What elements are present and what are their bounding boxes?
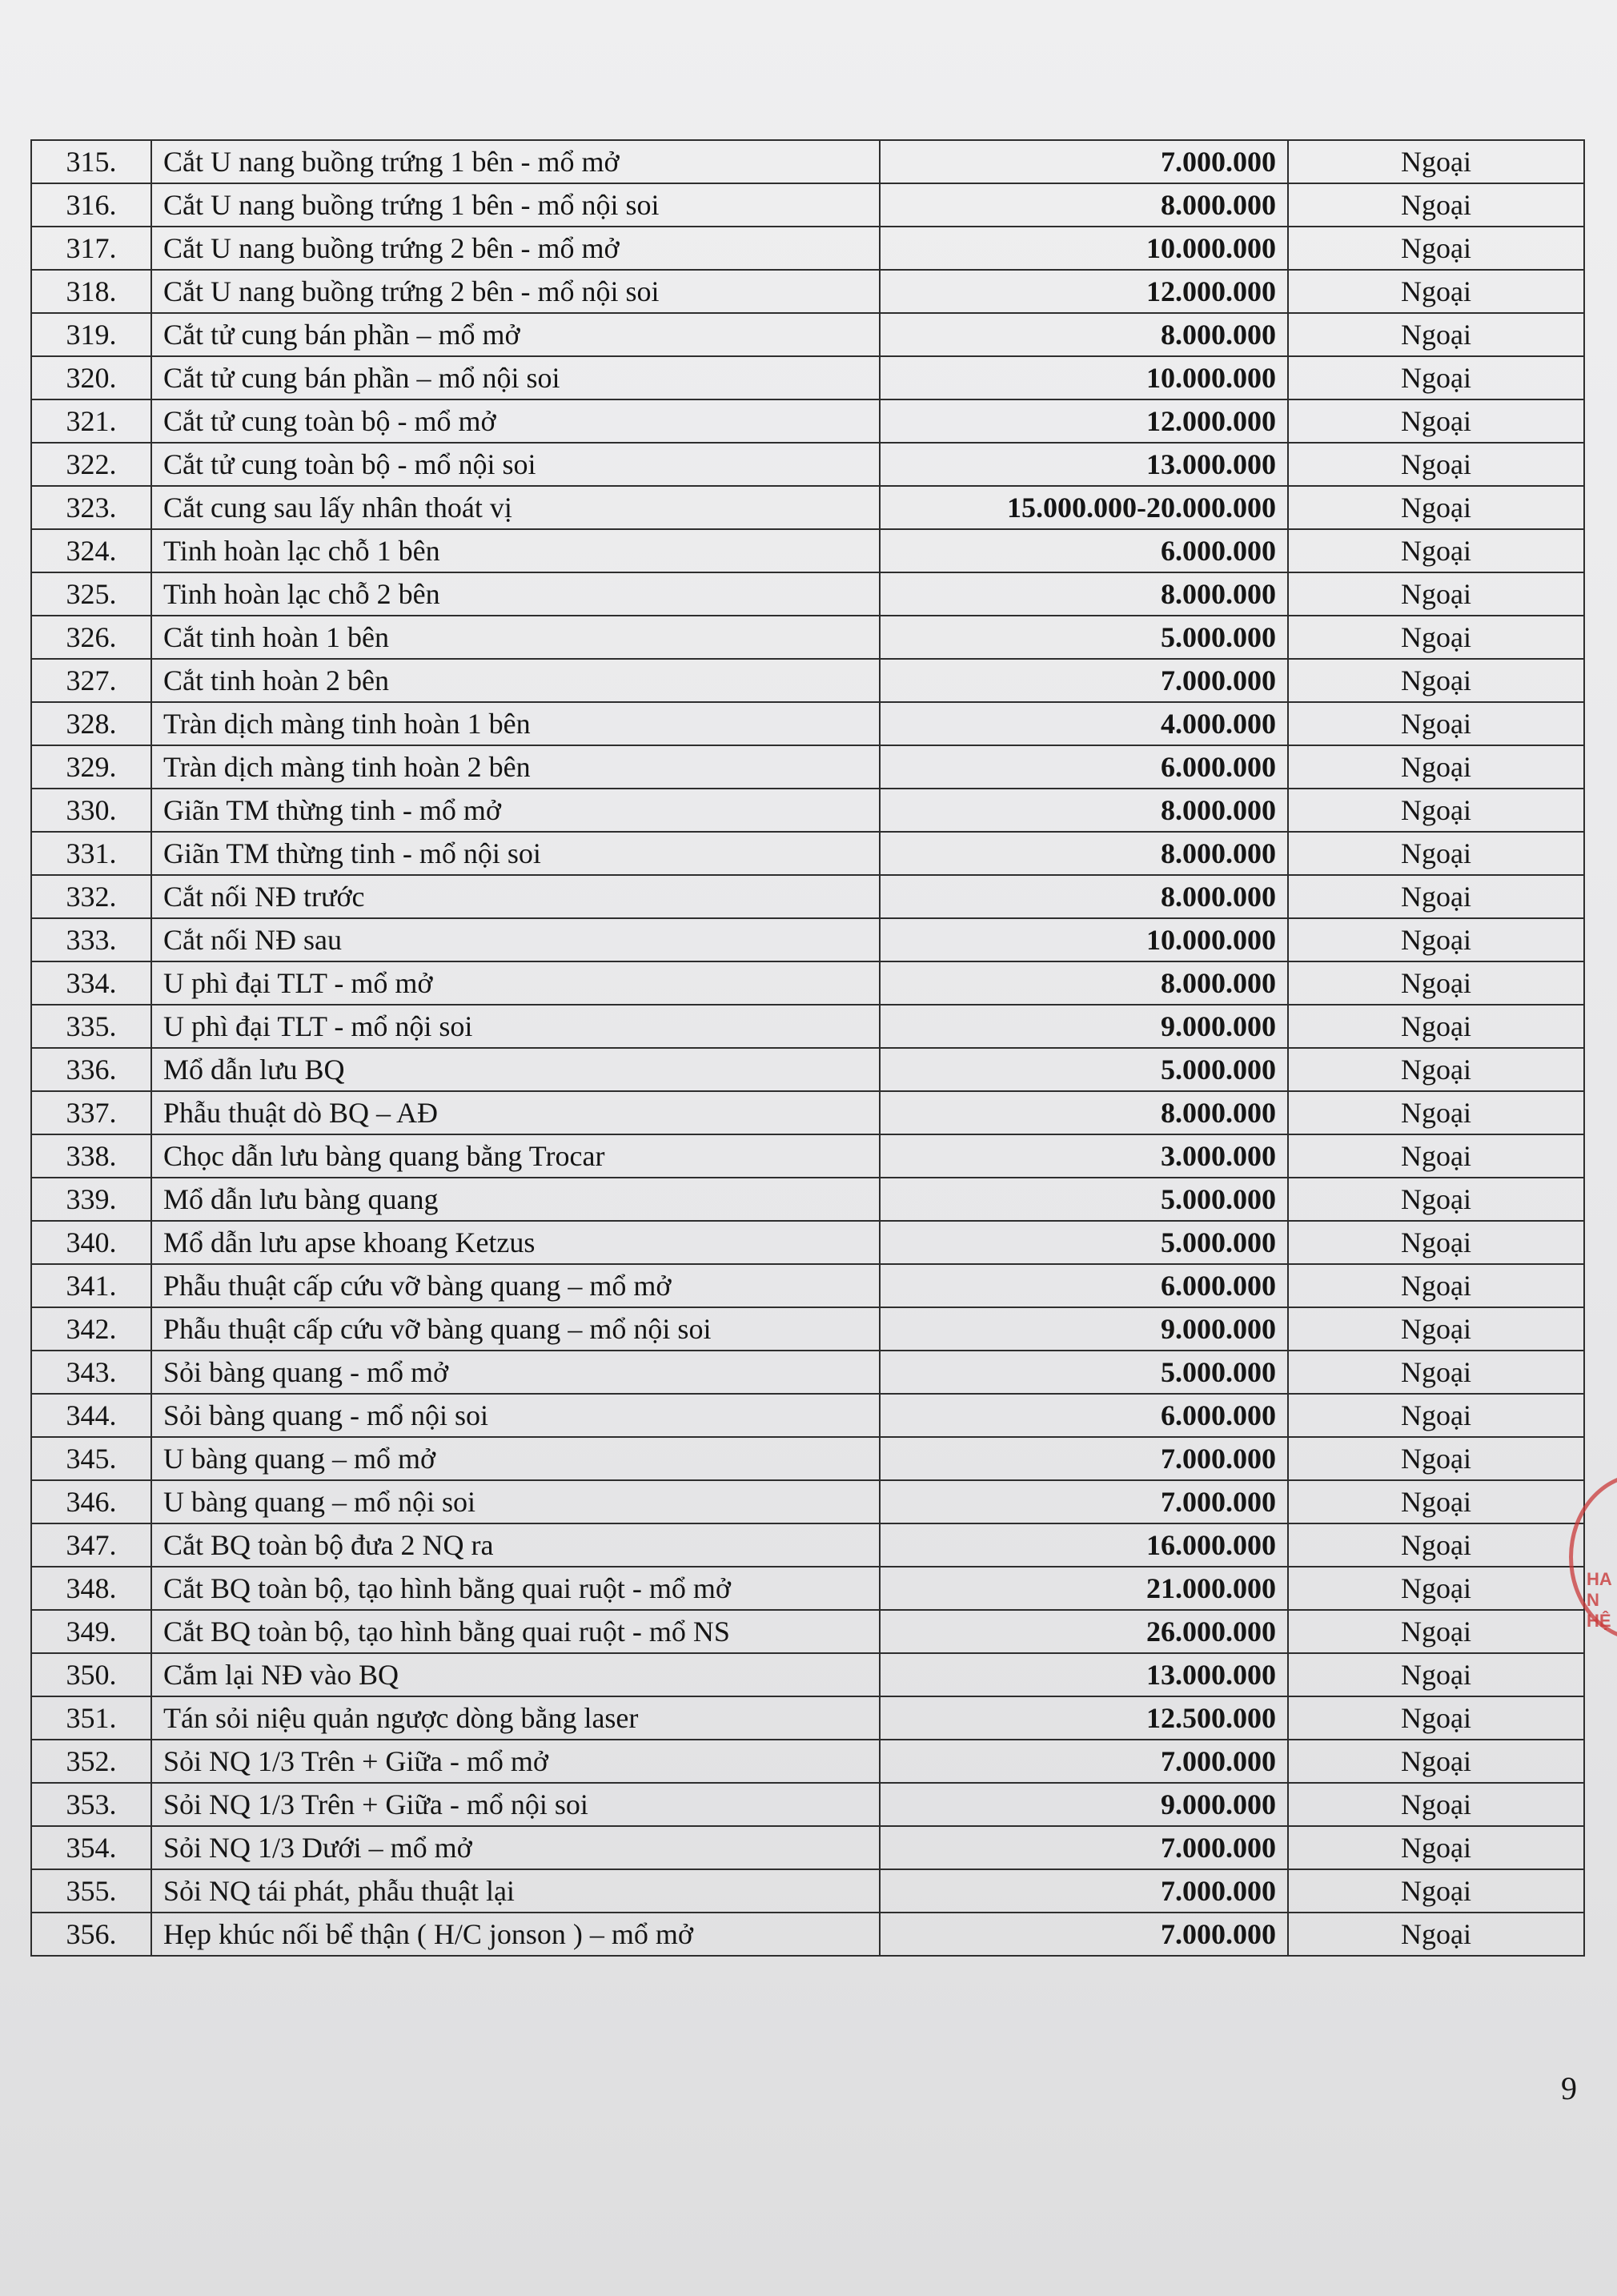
price-cell: 9.000.000 bbox=[880, 1307, 1288, 1351]
procedure-name: Phẫu thuật dò BQ – AĐ bbox=[151, 1091, 880, 1134]
department-cell: Ngoại bbox=[1288, 1740, 1584, 1783]
row-number: 318. bbox=[31, 270, 151, 313]
table-row bbox=[31, 356, 1584, 399]
price-cell: 26.000.000 bbox=[880, 1610, 1288, 1653]
price-cell: 5.000.000 bbox=[880, 616, 1288, 659]
price-cell: 13.000.000 bbox=[880, 1653, 1288, 1696]
table-row bbox=[31, 1091, 1584, 1134]
table-row bbox=[31, 1048, 1584, 1091]
procedure-name: Sỏi bàng quang - mổ nội soi bbox=[151, 1394, 880, 1437]
official-stamp-text: HA N HỆ bbox=[1587, 1569, 1612, 1631]
table-row bbox=[31, 140, 1584, 183]
price-cell: 5.000.000 bbox=[880, 1178, 1288, 1221]
row-number: 354. bbox=[31, 1826, 151, 1869]
department-cell: Ngoại bbox=[1288, 1610, 1584, 1653]
procedure-name: Cắt tử cung bán phần – mổ mở bbox=[151, 313, 880, 356]
row-number: 315. bbox=[31, 140, 151, 183]
row-number: 321. bbox=[31, 399, 151, 443]
procedure-name: Chọc dẫn lưu bàng quang bằng Trocar bbox=[151, 1134, 880, 1178]
department-cell: Ngoại bbox=[1288, 529, 1584, 572]
row-number: 353. bbox=[31, 1783, 151, 1826]
price-cell: 10.000.000 bbox=[880, 356, 1288, 399]
department-cell: Ngoại bbox=[1288, 702, 1584, 745]
row-number: 340. bbox=[31, 1221, 151, 1264]
department-cell: Ngoại bbox=[1288, 1307, 1584, 1351]
table-row bbox=[31, 789, 1584, 832]
department-cell: Ngoại bbox=[1288, 140, 1584, 183]
department-cell: Ngoại bbox=[1288, 1264, 1584, 1307]
table-row bbox=[31, 183, 1584, 227]
row-number: 330. bbox=[31, 789, 151, 832]
table-row bbox=[31, 1913, 1584, 1956]
procedure-name: Cắt tinh hoàn 1 bên bbox=[151, 616, 880, 659]
procedure-name: Cắt BQ toàn bộ, tạo hình bằng quai ruột - mổ mở bbox=[151, 1567, 880, 1610]
row-number: 328. bbox=[31, 702, 151, 745]
department-cell: Ngoại bbox=[1288, 1437, 1584, 1480]
table-row bbox=[31, 1653, 1584, 1696]
department-cell: Ngoại bbox=[1288, 1869, 1584, 1913]
procedure-name: Sỏi NQ 1/3 Trên + Giữa - mổ mở bbox=[151, 1740, 880, 1783]
procedure-name: Cắm lại NĐ vào BQ bbox=[151, 1653, 880, 1696]
page-number: 9 bbox=[1561, 2070, 1577, 2106]
row-number: 350. bbox=[31, 1653, 151, 1696]
table-row bbox=[31, 702, 1584, 745]
row-number: 351. bbox=[31, 1696, 151, 1740]
procedure-name: Cắt tinh hoàn 2 bên bbox=[151, 659, 880, 702]
row-number: 344. bbox=[31, 1394, 151, 1437]
table-row bbox=[31, 1610, 1584, 1653]
procedure-name: Cắt BQ toàn bộ, tạo hình bằng quai ruột - mổ NS bbox=[151, 1610, 880, 1653]
table-row bbox=[31, 270, 1584, 313]
table-row bbox=[31, 745, 1584, 789]
price-cell: 8.000.000 bbox=[880, 875, 1288, 918]
price-cell: 12.500.000 bbox=[880, 1696, 1288, 1740]
procedure-name: Cắt U nang buồng trứng 1 bên - mổ nội soi bbox=[151, 183, 880, 227]
department-cell: Ngoại bbox=[1288, 1091, 1584, 1134]
procedure-name: U phì đại TLT - mổ nội soi bbox=[151, 1005, 880, 1048]
department-cell: Ngoại bbox=[1288, 789, 1584, 832]
table-row bbox=[31, 1221, 1584, 1264]
procedure-name: Giãn TM thừng tinh - mổ nội soi bbox=[151, 832, 880, 875]
row-number: 324. bbox=[31, 529, 151, 572]
row-number: 327. bbox=[31, 659, 151, 702]
price-cell: 3.000.000 bbox=[880, 1134, 1288, 1178]
procedure-name: Cắt tử cung toàn bộ - mổ nội soi bbox=[151, 443, 880, 486]
price-cell: 6.000.000 bbox=[880, 1394, 1288, 1437]
price-cell: 6.000.000 bbox=[880, 529, 1288, 572]
row-number: 331. bbox=[31, 832, 151, 875]
price-cell: 7.000.000 bbox=[880, 1869, 1288, 1913]
table-row bbox=[31, 486, 1584, 529]
price-cell: 13.000.000 bbox=[880, 443, 1288, 486]
department-cell: Ngoại bbox=[1288, 1653, 1584, 1696]
procedure-name: Cắt tử cung toàn bộ - mổ mở bbox=[151, 399, 880, 443]
department-cell: Ngoại bbox=[1288, 313, 1584, 356]
procedure-name: Cắt U nang buồng trứng 2 bên - mổ mở bbox=[151, 227, 880, 270]
row-number: 323. bbox=[31, 486, 151, 529]
price-cell: 9.000.000 bbox=[880, 1005, 1288, 1048]
price-cell: 15.000.000-20.000.000 bbox=[880, 486, 1288, 529]
row-number: 345. bbox=[31, 1437, 151, 1480]
table-row bbox=[31, 399, 1584, 443]
procedure-name: Cắt U nang buồng trứng 2 bên - mổ nội soi bbox=[151, 270, 880, 313]
table-row bbox=[31, 1567, 1584, 1610]
row-number: 333. bbox=[31, 918, 151, 961]
price-cell: 5.000.000 bbox=[880, 1351, 1288, 1394]
price-cell: 6.000.000 bbox=[880, 1264, 1288, 1307]
procedure-name: Sỏi bàng quang - mổ mở bbox=[151, 1351, 880, 1394]
row-number: 322. bbox=[31, 443, 151, 486]
price-cell: 8.000.000 bbox=[880, 961, 1288, 1005]
department-cell: Ngoại bbox=[1288, 1913, 1584, 1956]
table-row bbox=[31, 1740, 1584, 1783]
table-row bbox=[31, 1869, 1584, 1913]
row-number: 349. bbox=[31, 1610, 151, 1653]
row-number: 316. bbox=[31, 183, 151, 227]
row-number: 332. bbox=[31, 875, 151, 918]
table-row bbox=[31, 1005, 1584, 1048]
department-cell: Ngoại bbox=[1288, 659, 1584, 702]
procedure-name: Giãn TM thừng tinh - mổ mở bbox=[151, 789, 880, 832]
table-row bbox=[31, 313, 1584, 356]
price-cell: 8.000.000 bbox=[880, 1091, 1288, 1134]
procedure-name: Sỏi NQ tái phát, phẫu thuật lại bbox=[151, 1869, 880, 1913]
procedure-name: Hẹp khúc nối bể thận ( H/C jonson ) – mổ mở bbox=[151, 1913, 880, 1956]
row-number: 338. bbox=[31, 1134, 151, 1178]
procedure-name: Mổ dẫn lưu apse khoang Ketzus bbox=[151, 1221, 880, 1264]
row-number: 319. bbox=[31, 313, 151, 356]
row-number: 336. bbox=[31, 1048, 151, 1091]
department-cell: Ngoại bbox=[1288, 961, 1584, 1005]
price-cell: 10.000.000 bbox=[880, 227, 1288, 270]
row-number: 342. bbox=[31, 1307, 151, 1351]
table-row bbox=[31, 832, 1584, 875]
price-cell: 8.000.000 bbox=[880, 313, 1288, 356]
department-cell: Ngoại bbox=[1288, 832, 1584, 875]
department-cell: Ngoại bbox=[1288, 616, 1584, 659]
price-cell: 7.000.000 bbox=[880, 1913, 1288, 1956]
table-row bbox=[31, 572, 1584, 616]
row-number: 317. bbox=[31, 227, 151, 270]
price-cell: 16.000.000 bbox=[880, 1523, 1288, 1567]
procedure-name: Phẫu thuật cấp cứu vỡ bàng quang – mổ nội soi bbox=[151, 1307, 880, 1351]
row-number: 337. bbox=[31, 1091, 151, 1134]
department-cell: Ngoại bbox=[1288, 486, 1584, 529]
table-row bbox=[31, 1134, 1584, 1178]
price-cell: 7.000.000 bbox=[880, 140, 1288, 183]
table-row bbox=[31, 961, 1584, 1005]
price-cell: 7.000.000 bbox=[880, 659, 1288, 702]
row-number: 356. bbox=[31, 1913, 151, 1956]
price-cell: 7.000.000 bbox=[880, 1480, 1288, 1523]
department-cell: Ngoại bbox=[1288, 572, 1584, 616]
procedure-name: Mổ dẫn lưu bàng quang bbox=[151, 1178, 880, 1221]
price-cell: 6.000.000 bbox=[880, 745, 1288, 789]
price-cell: 8.000.000 bbox=[880, 832, 1288, 875]
department-cell: Ngoại bbox=[1288, 1048, 1584, 1091]
department-cell: Ngoại bbox=[1288, 875, 1584, 918]
table-row bbox=[31, 1307, 1584, 1351]
department-cell: Ngoại bbox=[1288, 1178, 1584, 1221]
table-row bbox=[31, 1826, 1584, 1869]
row-number: 341. bbox=[31, 1264, 151, 1307]
procedure-name: Cắt cung sau lấy nhân thoát vị bbox=[151, 486, 880, 529]
table-row bbox=[31, 227, 1584, 270]
procedure-name: Sỏi NQ 1/3 Trên + Giữa - mổ nội soi bbox=[151, 1783, 880, 1826]
department-cell: Ngoại bbox=[1288, 1696, 1584, 1740]
department-cell: Ngoại bbox=[1288, 1826, 1584, 1869]
table-row bbox=[31, 1178, 1584, 1221]
row-number: 346. bbox=[31, 1480, 151, 1523]
row-number: 355. bbox=[31, 1869, 151, 1913]
price-cell: 7.000.000 bbox=[880, 1437, 1288, 1480]
department-cell: Ngoại bbox=[1288, 1221, 1584, 1264]
department-cell: Ngoại bbox=[1288, 918, 1584, 961]
procedure-name: Cắt U nang buồng trứng 1 bên - mổ mở bbox=[151, 140, 880, 183]
price-cell: 10.000.000 bbox=[880, 918, 1288, 961]
table-row bbox=[31, 1264, 1584, 1307]
table-row bbox=[31, 1394, 1584, 1437]
department-cell: Ngoại bbox=[1288, 183, 1584, 227]
row-number: 334. bbox=[31, 961, 151, 1005]
procedure-name: Phẫu thuật cấp cứu vỡ bàng quang – mổ mở bbox=[151, 1264, 880, 1307]
row-number: 326. bbox=[31, 616, 151, 659]
row-number: 325. bbox=[31, 572, 151, 616]
table-row bbox=[31, 1523, 1584, 1567]
row-number: 320. bbox=[31, 356, 151, 399]
price-cell: 8.000.000 bbox=[880, 572, 1288, 616]
price-cell: 12.000.000 bbox=[880, 399, 1288, 443]
procedure-name: Cắt tử cung bán phần – mổ nội soi bbox=[151, 356, 880, 399]
department-cell: Ngoại bbox=[1288, 745, 1584, 789]
price-cell: 5.000.000 bbox=[880, 1048, 1288, 1091]
procedure-name: Tràn dịch màng tinh hoàn 2 bên bbox=[151, 745, 880, 789]
table-row bbox=[31, 443, 1584, 486]
table-row bbox=[31, 1783, 1584, 1826]
table-row bbox=[31, 918, 1584, 961]
table-row bbox=[31, 529, 1584, 572]
procedure-name: Tinh hoàn lạc chỗ 1 bên bbox=[151, 529, 880, 572]
department-cell: Ngoại bbox=[1288, 1134, 1584, 1178]
row-number: 329. bbox=[31, 745, 151, 789]
department-cell: Ngoại bbox=[1288, 1567, 1584, 1610]
procedure-name: Tinh hoàn lạc chỗ 2 bên bbox=[151, 572, 880, 616]
procedure-name: Cắt nối NĐ sau bbox=[151, 918, 880, 961]
department-cell: Ngoại bbox=[1288, 356, 1584, 399]
procedure-name: Cắt nối NĐ trước bbox=[151, 875, 880, 918]
price-cell: 9.000.000 bbox=[880, 1783, 1288, 1826]
table-row bbox=[31, 1437, 1584, 1480]
price-cell: 12.000.000 bbox=[880, 270, 1288, 313]
price-table-body bbox=[31, 140, 1584, 1956]
department-cell: Ngoại bbox=[1288, 1523, 1584, 1567]
procedure-name: Tràn dịch màng tinh hoàn 1 bên bbox=[151, 702, 880, 745]
row-number: 339. bbox=[31, 1178, 151, 1221]
row-number: 348. bbox=[31, 1567, 151, 1610]
procedure-name: Mổ dẫn lưu BQ bbox=[151, 1048, 880, 1091]
row-number: 352. bbox=[31, 1740, 151, 1783]
table-row bbox=[31, 1696, 1584, 1740]
department-cell: Ngoại bbox=[1288, 1783, 1584, 1826]
procedure-name: Tán sỏi niệu quản ngược dòng bằng laser bbox=[151, 1696, 880, 1740]
department-cell: Ngoại bbox=[1288, 270, 1584, 313]
table-row bbox=[31, 875, 1584, 918]
table-row bbox=[31, 616, 1584, 659]
price-cell: 8.000.000 bbox=[880, 183, 1288, 227]
department-cell: Ngoại bbox=[1288, 227, 1584, 270]
department-cell: Ngoại bbox=[1288, 1394, 1584, 1437]
price-table bbox=[30, 139, 1585, 1957]
row-number: 343. bbox=[31, 1351, 151, 1394]
procedure-name: Cắt BQ toàn bộ đưa 2 NQ ra bbox=[151, 1523, 880, 1567]
price-cell: 7.000.000 bbox=[880, 1826, 1288, 1869]
department-cell: Ngoại bbox=[1288, 1005, 1584, 1048]
price-cell: 21.000.000 bbox=[880, 1567, 1288, 1610]
department-cell: Ngoại bbox=[1288, 1480, 1584, 1523]
row-number: 347. bbox=[31, 1523, 151, 1567]
price-cell: 7.000.000 bbox=[880, 1740, 1288, 1783]
procedure-name: Sỏi NQ 1/3 Dưới – mổ mở bbox=[151, 1826, 880, 1869]
row-number: 335. bbox=[31, 1005, 151, 1048]
department-cell: Ngoại bbox=[1288, 1351, 1584, 1394]
table-row bbox=[31, 1480, 1584, 1523]
procedure-name: U bàng quang – mổ nội soi bbox=[151, 1480, 880, 1523]
procedure-name: U phì đại TLT - mổ mở bbox=[151, 961, 880, 1005]
price-cell: 4.000.000 bbox=[880, 702, 1288, 745]
department-cell: Ngoại bbox=[1288, 443, 1584, 486]
procedure-name: U bàng quang – mổ mở bbox=[151, 1437, 880, 1480]
table-row bbox=[31, 1351, 1584, 1394]
price-cell: 5.000.000 bbox=[880, 1221, 1288, 1264]
department-cell: Ngoại bbox=[1288, 399, 1584, 443]
price-cell: 8.000.000 bbox=[880, 789, 1288, 832]
table-row bbox=[31, 659, 1584, 702]
